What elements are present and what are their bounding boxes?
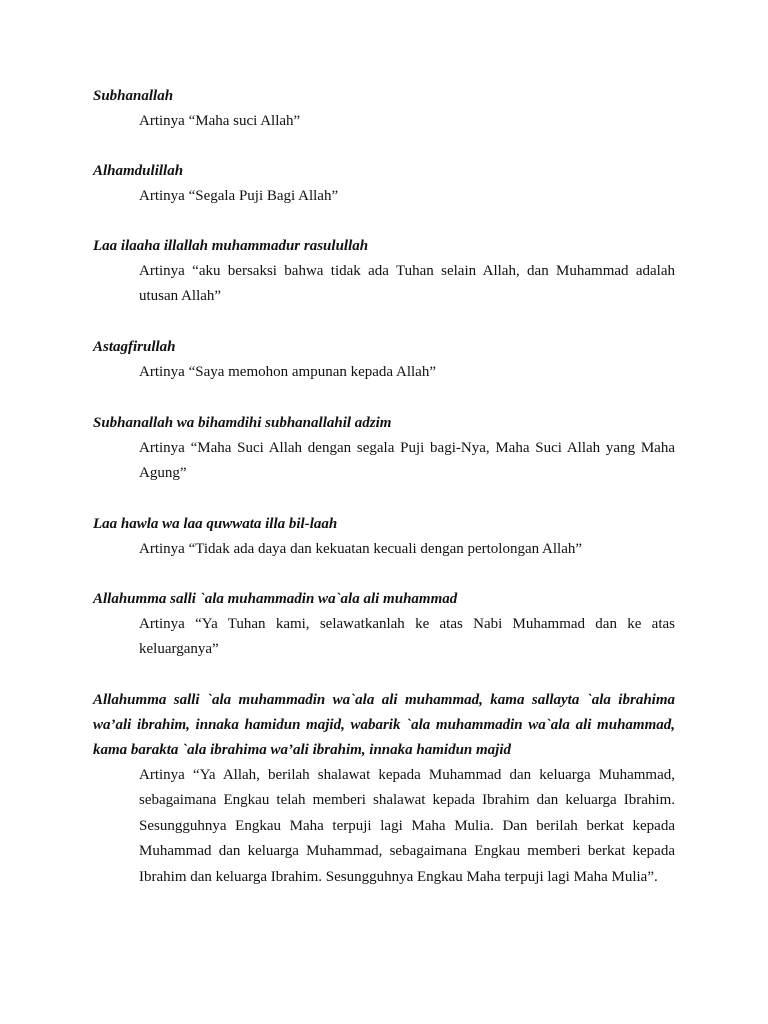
entry-title: Allahumma salli `ala muhammadin wa`ala ali muhammad, kama sallayta `ala ibrahima wa’ali ibrahim, innaka hamidun majid, wabarik `ala muhammadin wa`ala ali muhammad, kama barakta `ala ibrahima wa’ali ibrahim, innaka hamidun majid — [93, 692, 675, 758]
entry-meaning: Artinya “Tidak ada daya dan kekuatan kecuali dengan pertolongan Allah” — [139, 541, 583, 557]
entry-meaning: Artinya “aku bersaksi bahwa tidak ada Tuhan selain Allah, dan Muhammad adalah utusan Allah” — [139, 263, 675, 304]
entry-meaning: Artinya “Saya memohon ampunan kepada Allah” — [139, 364, 436, 380]
entry-title: Astagfirullah — [93, 339, 176, 355]
entry-title: Allahumma salli `ala muhammadin wa`ala ali muhammad — [93, 591, 458, 607]
entry-meaning: Artinya “Maha Suci Allah dengan segala Puji bagi-Nya, Maha Suci Allah yang Maha Agung” — [139, 440, 675, 481]
entry-title: Laa hawla wa laa quwwata illa bil-laah — [93, 516, 338, 532]
entry-shalawat-short — [93, 587, 675, 662]
entry-meaning: Artinya “Ya Allah, berilah shalawat kepada Muhammad dan keluarga Muhammad, sebagaimana Engkau telah memberi shalawat kepada Ibrahim dan keluarga Ibrahim. Sesungguhnya Engkau Maha terpuji lagi Maha Mulia. Dan berilah berkat kepada Muhammad dan keluarga Muhammad, sebagaimana Engkau memberi berkat kepada Ibrahim dan keluarga Ibrahim. Sesungguhnya Engkau Maha terpuji lagi Maha Mulia”. — [139, 767, 675, 885]
entry-alhamdulillah — [93, 159, 675, 209]
entry-meaning: Artinya “Maha suci Allah” — [139, 113, 301, 129]
entry-shalawat-ibrahimiyah — [93, 688, 675, 890]
entry-subhanallah — [93, 84, 675, 134]
entry-meaning: Artinya “Segala Puji Bagi Allah” — [139, 188, 339, 204]
entry-title: Subhanallah wa bihamdihi subhanallahil adzim — [93, 415, 392, 431]
entry-tasbih-adzim — [93, 411, 675, 486]
entry-astagfirullah — [93, 335, 675, 385]
entry-meaning: Artinya “Ya Tuhan kami, selawatkanlah ke atas Nabi Muhammad dan ke atas keluarganya” — [139, 616, 675, 657]
entry-hawqala — [93, 512, 675, 562]
entry-tahlil — [93, 234, 675, 309]
entry-title: Alhamdulillah — [93, 163, 184, 179]
entry-title: Subhanallah — [93, 88, 174, 104]
entry-title: Laa ilaaha illallah muhammadur rasulullah — [93, 238, 369, 254]
